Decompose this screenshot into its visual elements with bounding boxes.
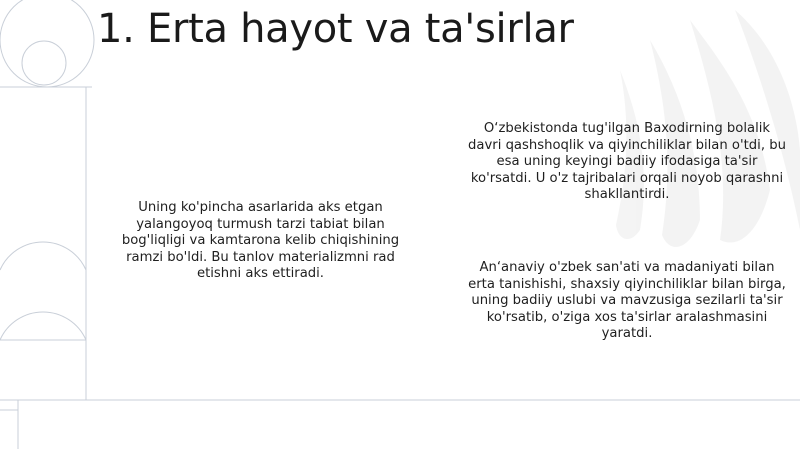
paragraph-right-top: O‘zbekistonda tug'ilgan Baxodirning bolalik davri qashshoqlik va qiyinchiliklar bilan o'tdi, bu esa uning keyingi badiiy ifodasiga ta'sir ko'rsatdi. U o'z tajribalari orqali noyob qarashni shakllantirdi. [468, 121, 786, 202]
paragraph-right-bottom: An‘anaviy o'zbek san'ati va madaniyati bilan erta tanishishi, shaxsiy qiyinchiliklar bilan birga, uning badiiy uslubi va mavzusiga sezilarli ta'sir ko'rsatib, o'ziga xos ta'sirlar aralashmasini yaratdi. [468, 260, 786, 341]
inner-circle [22, 41, 66, 85]
paragraph-left: Uning ko'pincha asarlarida aks etgan yalangoyoq turmush tarzi tabiat bilan bog'liqligi va kamtarona kelib chiqishining ramzi bo'ldi. Bu tanlov materializmni rad etishni aks ettiradi. [121, 200, 400, 281]
slide-title: 1. Erta hayot va ta'sirlar [97, 6, 574, 52]
outer-circle [0, 0, 94, 87]
